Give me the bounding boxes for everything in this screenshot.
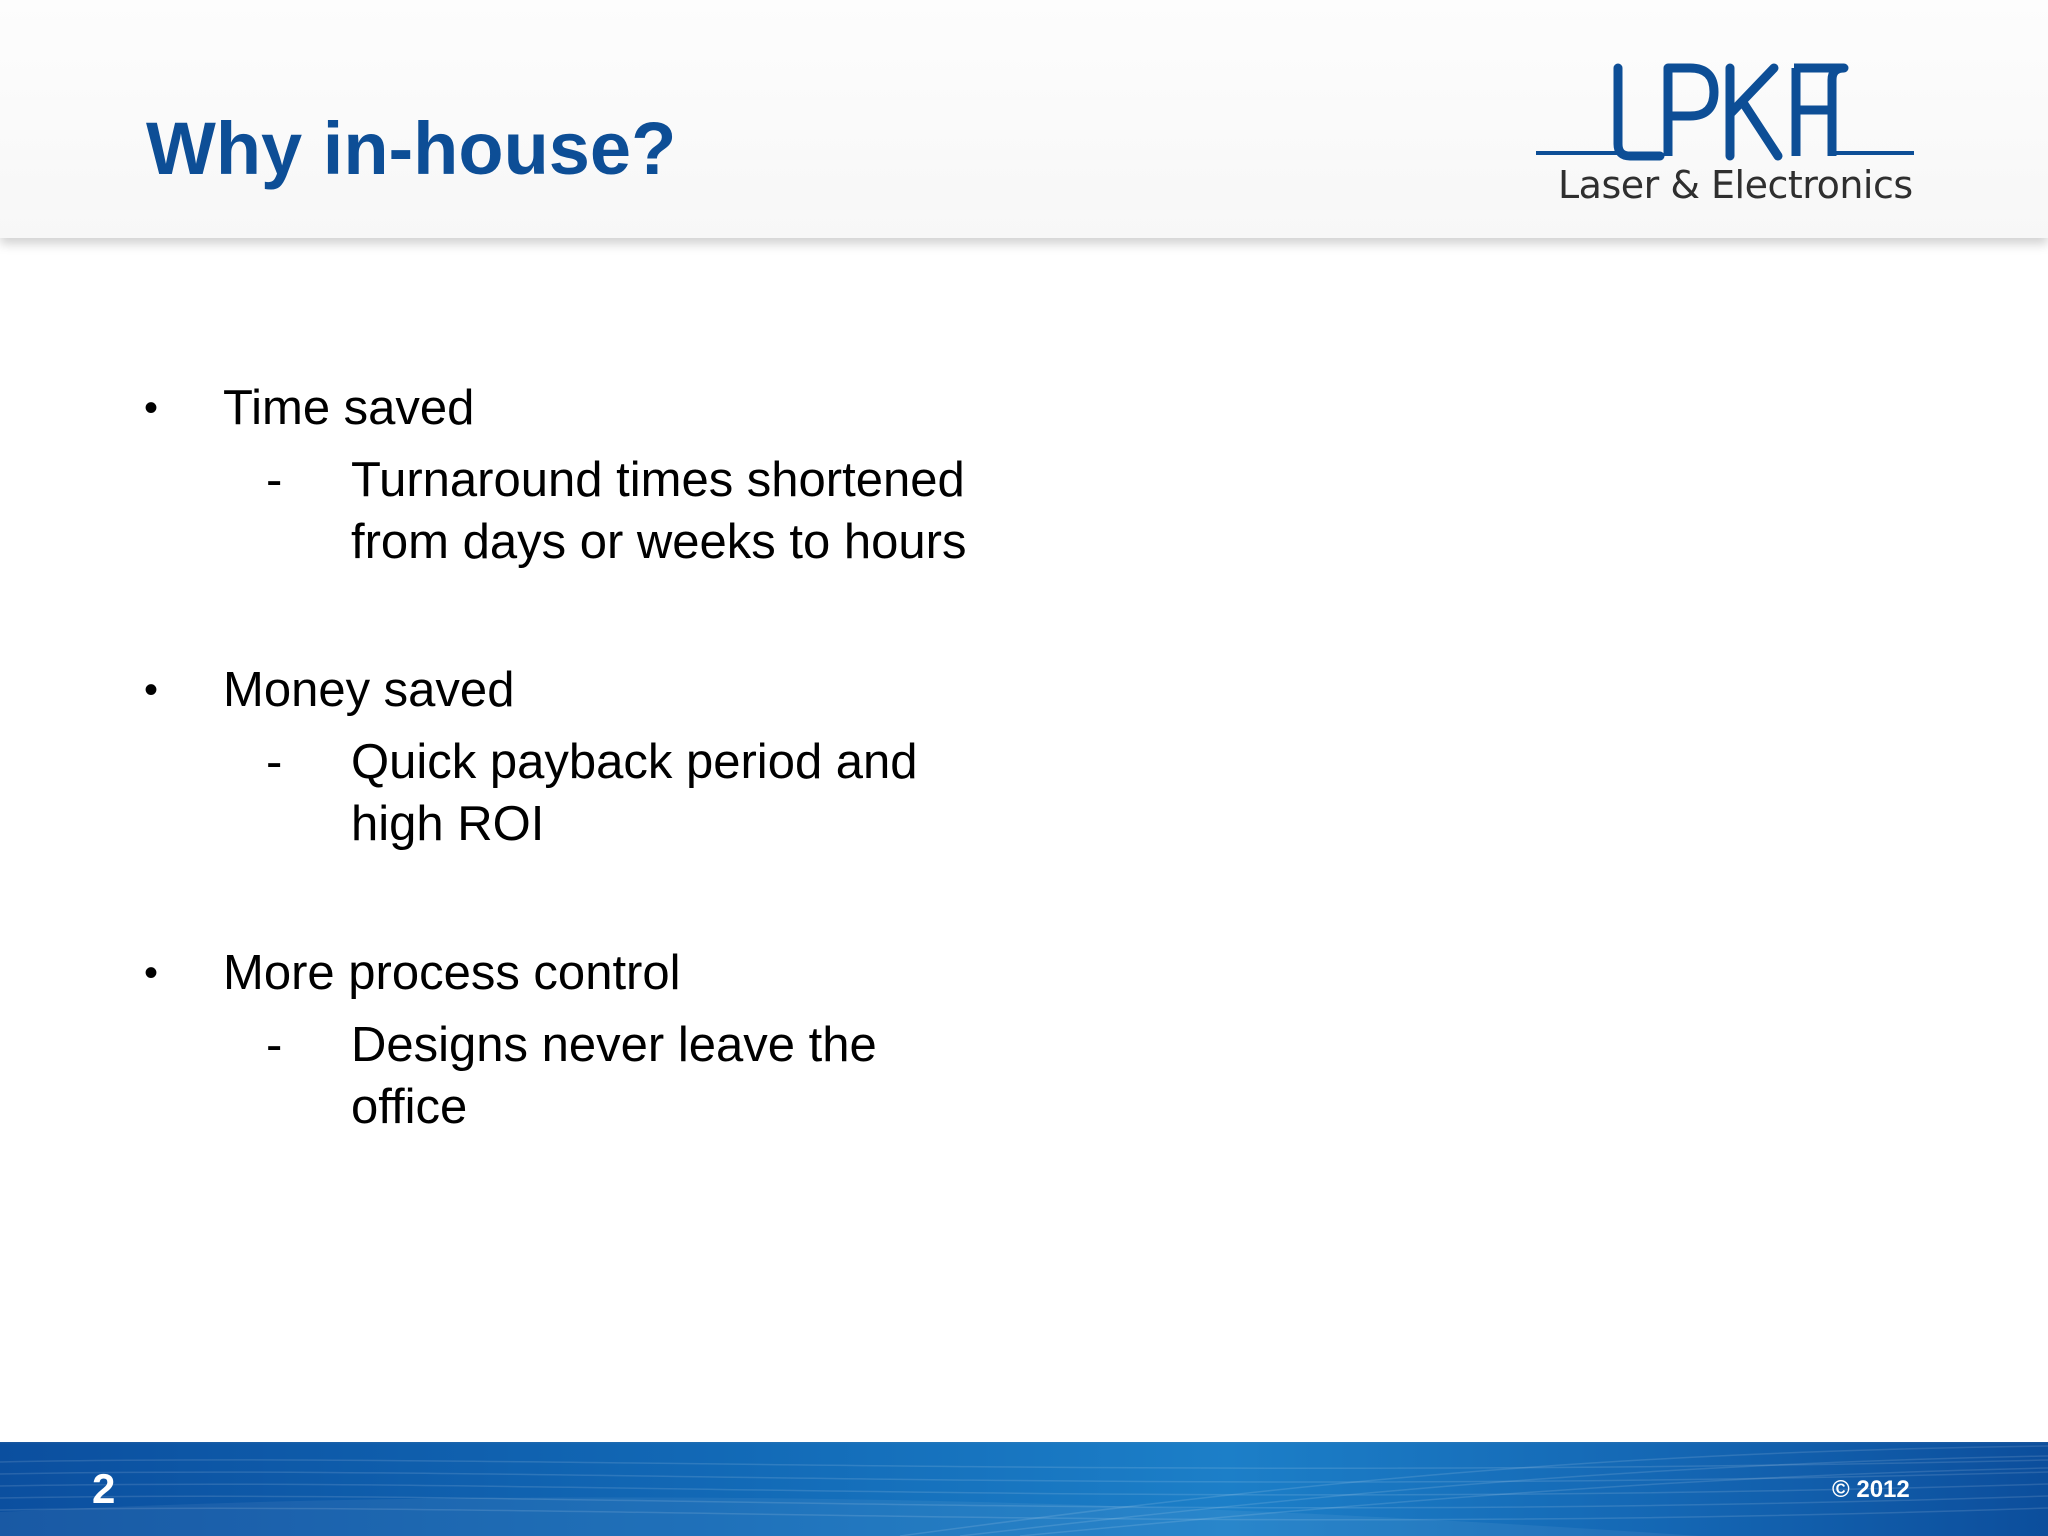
copyright-notice: © 2012 xyxy=(1832,1476,1910,1503)
bullet-marker: • xyxy=(144,951,159,995)
bullet-item-process-control xyxy=(144,940,1071,1138)
page-number: 2 xyxy=(92,1465,116,1512)
sub-marker: - xyxy=(266,1018,283,1072)
bullet-marker: • xyxy=(144,668,159,712)
sub-marker: - xyxy=(266,453,283,507)
bullet-marker: • xyxy=(144,386,159,430)
bullet-label: Time saved xyxy=(223,381,475,435)
sub-bullet-text: Designs never leave the office xyxy=(351,1018,877,1134)
slide-title: Why in-house? xyxy=(146,107,677,190)
sub-bullet-text: Turnaround times shortened from days or weeks to hours xyxy=(351,453,967,569)
bullet-label: Money saved xyxy=(223,663,515,717)
bullet-item-money-saved xyxy=(144,657,1071,855)
sub-marker: - xyxy=(266,735,283,789)
sub-bullet-text: Quick payback period and high ROI xyxy=(351,735,918,851)
bullet-label: More process control xyxy=(223,946,681,1000)
slide-footer xyxy=(0,1442,2048,1536)
bullet-item-time-saved xyxy=(144,375,1071,573)
footer-wave-pattern xyxy=(0,1442,2048,1536)
logo-subtitle: Laser & Electronics xyxy=(1558,163,1913,207)
